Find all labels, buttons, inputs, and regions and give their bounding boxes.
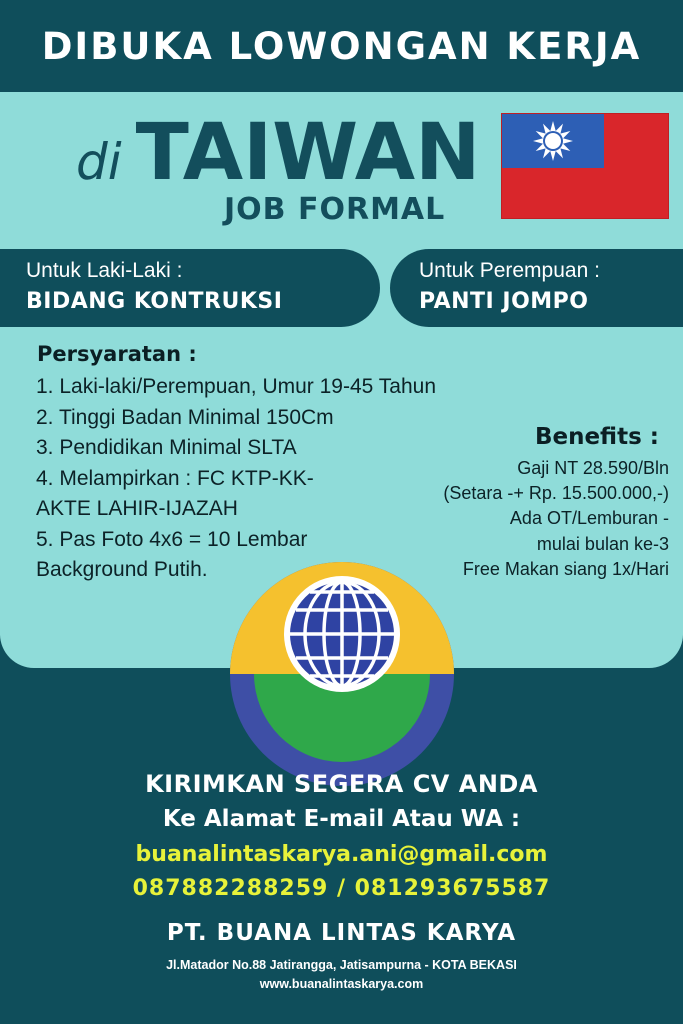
flag-sun-icon [502, 114, 604, 168]
destination-prefix: di [76, 133, 122, 191]
benefit-item: mulai bulan ke-3 [536, 533, 669, 554]
header-title: DIBUKA LOWONGAN KERJA [41, 24, 642, 68]
cta-headline: KIRIMKAN SEGERA CV ANDA [145, 770, 538, 798]
flag-canton [502, 114, 604, 168]
destination-heading [76, 108, 480, 198]
company-name: PT. BUANA LINTAS KARYA [166, 920, 517, 946]
requirement-item: AKTE LAHIR-IJAZAH [36, 497, 238, 520]
men-label: Untuk Laki-Laki : [26, 259, 183, 282]
benefit-item: Free Makan siang 1x/Hari [462, 558, 669, 579]
benefit-item: (Setara -+ Rp. 15.500.000,-) [443, 483, 669, 504]
requirement-item: 4. Melampirkan : FC KTP-KK- [36, 466, 314, 490]
requirement-item: Background Putih. [36, 558, 208, 581]
requirements-title: Persyaratan : [37, 342, 197, 366]
taiwan-flag-icon [502, 114, 668, 218]
benefits-title: Benefits : [534, 424, 659, 450]
requirement-item: 3. Pendidikan Minimal SLTA [36, 436, 297, 459]
cta-subline: Ke Alamat E-mail Atau WA : [162, 806, 521, 832]
contact-phones[interactable]: 087882288259 / 081293675587 [132, 876, 551, 901]
men-field: BIDANG KONTRUKSI [26, 289, 283, 314]
women-position-pill [390, 249, 683, 327]
globe-logo-icon [230, 562, 454, 786]
requirement-item: 5. Pas Foto 4x6 = 10 Lembar [36, 527, 308, 551]
contact-email[interactable]: buanalintaskarya.ani@gmail.com [135, 842, 548, 867]
company-website[interactable]: www.buanalintaskarya.com [259, 977, 424, 991]
requirement-item: 1. Laki-laki/Perempuan, Umur 19-45 Tahun [36, 375, 436, 398]
company-address: Jl.Matador No.88 Jatirangga, Jatisampurna - KOTA BEKASI [166, 958, 517, 972]
requirement-item: 2. Tinggi Badan Minimal 150Cm [36, 405, 334, 429]
men-position-pill [0, 249, 380, 327]
benefit-item: Gaji NT 28.590/Bln [517, 458, 669, 478]
women-label: Untuk Perempuan : [419, 259, 600, 282]
job-type: JOB FORMAL [224, 192, 446, 227]
benefit-item: Ada OT/Lemburan - [509, 508, 669, 529]
women-field: PANTI JOMPO [419, 289, 589, 314]
destination-country: TAIWAN [135, 108, 481, 198]
